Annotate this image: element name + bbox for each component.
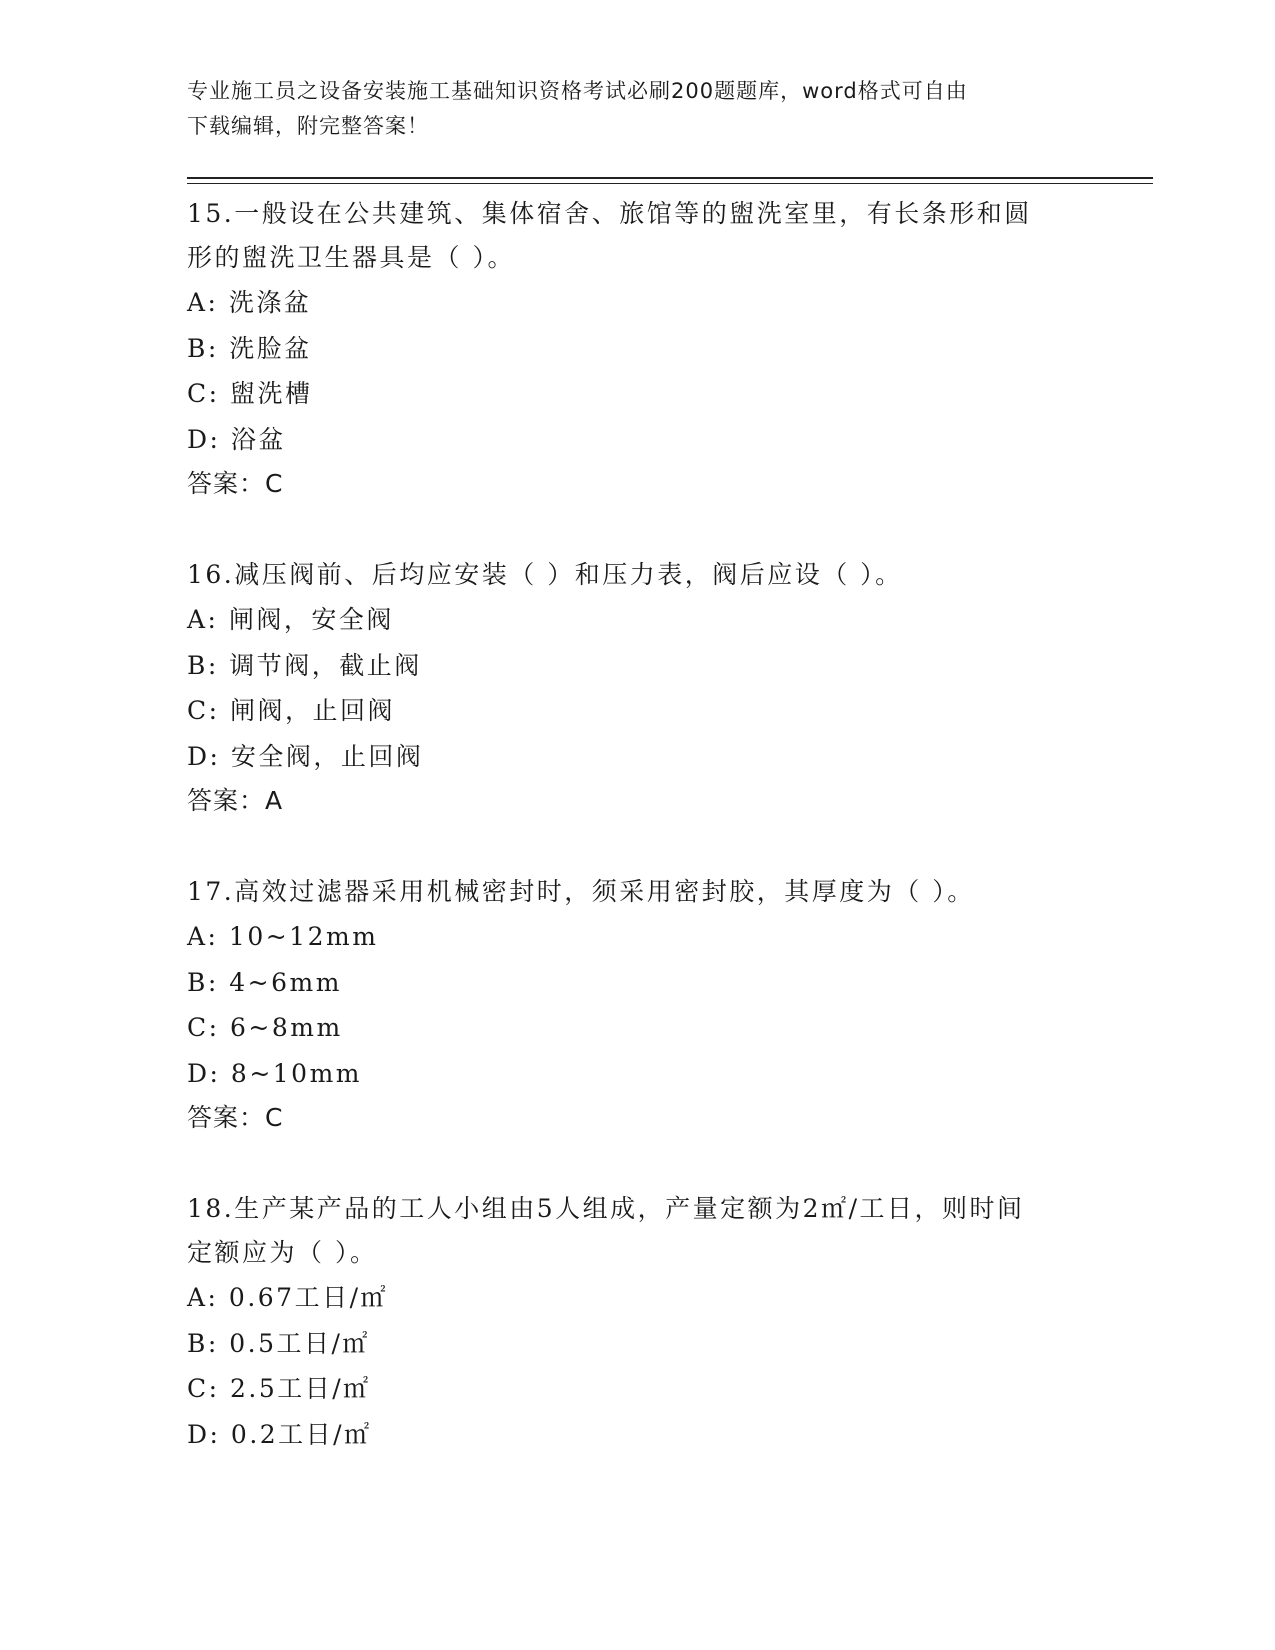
question-stem-line: 17.高效过滤器采用机械密封时，须采用密封胶，其厚度为（ ）。 xyxy=(187,877,975,906)
answer-line: 答案：C xyxy=(187,1103,284,1132)
option-c: C: 盥洗槽 xyxy=(187,379,313,408)
question-18 xyxy=(187,1187,1087,1457)
document-header xyxy=(187,74,1087,144)
question-stem-line: 16.减压阀前、后均应安装（ ）和压力表，阀后应设（ ）。 xyxy=(187,560,903,589)
question-spacer xyxy=(187,506,1087,553)
option-c: C: 闸阀，止回阀 xyxy=(187,696,395,725)
option-a: A: 0.67工日/㎡ xyxy=(187,1283,389,1312)
question-spacer xyxy=(187,823,1087,870)
question-17 xyxy=(187,870,1087,1140)
option-b: B: 4~6mm xyxy=(187,967,342,997)
question-list xyxy=(187,192,1087,1457)
header-line-1: 专业施工员之设备安装施工基础知识资格考试必刷200题题库，word格式可自由 xyxy=(187,79,968,103)
question-15 xyxy=(187,192,1087,506)
option-a: A: 洗涤盆 xyxy=(187,288,312,317)
option-a: A: 闸阀，安全阀 xyxy=(187,605,394,634)
answer-line: 答案：C xyxy=(187,469,284,498)
option-d: D: 安全阀，止回阀 xyxy=(187,741,424,771)
option-a: A: 10~12mm xyxy=(187,922,379,951)
option-d: D: 0.2工日/㎡ xyxy=(187,1419,372,1449)
question-stem-line: 15.一般设在公共建筑、集体宿舍、旅馆等的盥洗室里，有长条形和圆 xyxy=(187,199,1032,228)
answer-line: 答案：A xyxy=(187,786,284,815)
option-d: D: 浴盆 xyxy=(187,424,286,454)
option-b: B: 洗脸盆 xyxy=(187,333,312,363)
question-16 xyxy=(187,553,1087,823)
option-c: C: 2.5工日/㎡ xyxy=(187,1374,371,1403)
header-line-2: 下载编辑，附完整答案！ xyxy=(187,114,429,138)
header-divider-thin xyxy=(187,183,1153,184)
question-stem-line: 形的盥洗卫生器具是（ ）。 xyxy=(187,243,515,272)
option-d: D: 8~10mm xyxy=(187,1058,362,1088)
question-stem-line: 定额应为（ ）。 xyxy=(187,1238,378,1267)
header-divider-thick xyxy=(187,177,1153,179)
question-stem-line: 18.生产某产品的工人小组由5人组成，产量定额为2㎡/工日，则时间 xyxy=(187,1194,1025,1223)
option-b: B: 调节阀，截止阀 xyxy=(187,650,422,680)
question-spacer xyxy=(187,1140,1087,1187)
option-c: C: 6~8mm xyxy=(187,1013,343,1042)
option-b: B: 0.5工日/㎡ xyxy=(187,1328,370,1358)
